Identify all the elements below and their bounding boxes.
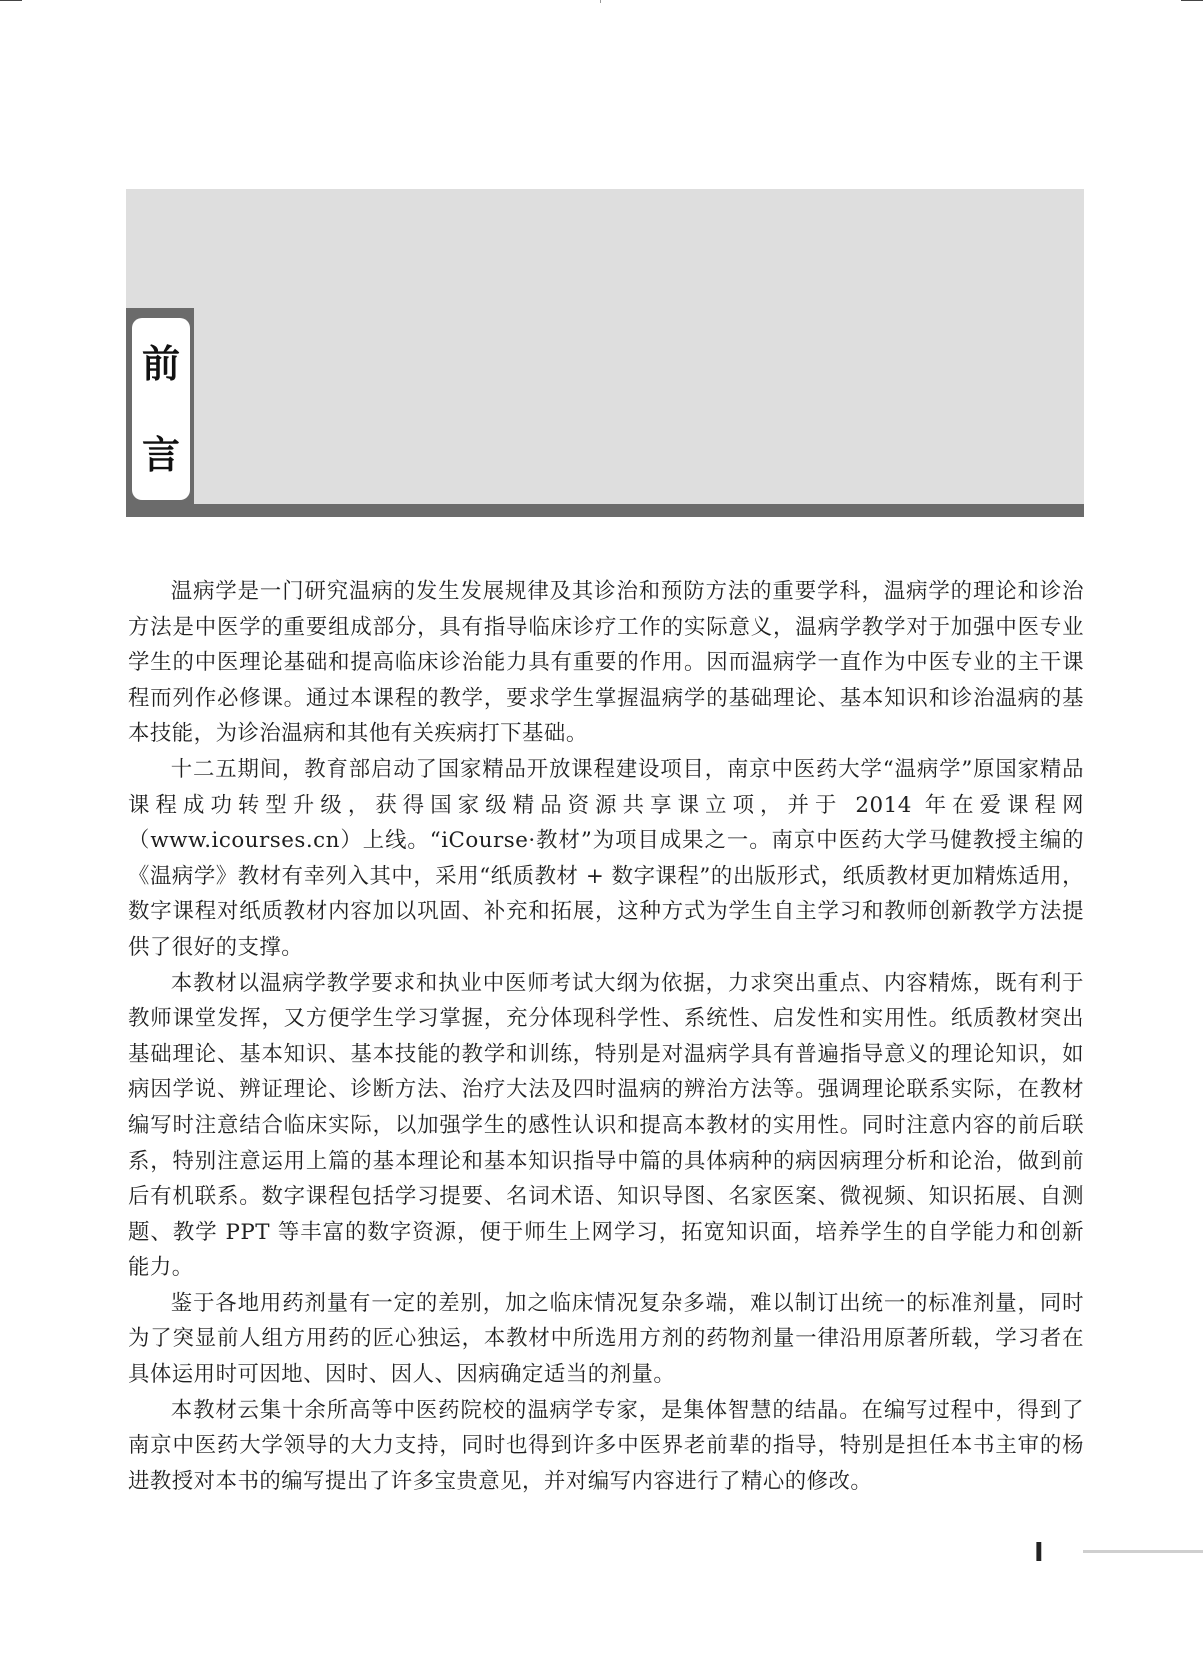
chapter-title <box>132 318 190 500</box>
paragraph-5: 本教材云集十余所高等中医药院校的温病学专家，是集体智慧的结晶。在编写过程中，得到了南京中医药大学领导的大力支持，同时也得到许多中医界老前辈的指导，特别是担任本书主审的杨进教授对本书的编写提出了许多宝贵意见，并对编写内容进行了精心的修改。 <box>128 1397 1084 1494</box>
crop-mark-left <box>0 0 22 1</box>
chapter-header-rule <box>126 504 1084 517</box>
preface-body <box>128 574 1084 1499</box>
paragraph-3: 本教材以温病学教学要求和执业中医师考试大纲为依据，力求突出重点、内容精炼，既有利于教师课堂发挥，又方便学生学习掌握，充分体现科学性、系统性、启发性和实用性。纸质教材突出基础理论、基本知识、基本技能的教学和训练，特别是对温病学具有普遍指导意义的理论知识，如病因学说、辨证理论、诊断方法、治疗大法及四时温病的辨治方法等。强调理论联系实际，在教材编写时注意结合临床实际，以加强学生的感性认识和提高本教材的实用性。同时注意内容的前后联系，特别注意运用上篇的基本理论和基本知识指导中篇的具体病种的病因病理分析和论治，做到前后有机联系。数字课程包括学习提要、名词术语、知识导图、名家医案、微视频、知识拓展、自测题、教学 PPT 等丰富的数字资源，便于师生上网学习，拓宽知识面，培养学生的自学能力和创新能力。 <box>128 970 1084 1281</box>
footer-rule <box>1083 1550 1203 1553</box>
paragraph-2: 十二五期间，教育部启动了国家精品开放课程建设项目，南京中医药大学“温病学”原国家精品课程成功转型升级，获得国家级精品资源共享课立项，并于 2014 年在爱课程网（www.icourses.cn）上线。“iCourse·教材”为项目成果之一。南京中医药大学马健教授主编的《温病学》教材有幸列入其中，采用“纸质教材 + 数字课程”的出版形式，纸质教材更加精炼适用，数字课程对纸质教材内容加以巩固、补充和拓展，这种方式为学生自主学习和教师创新教学方法提供了很好的支撑。 <box>128 756 1084 960</box>
chapter-title-char-2: 言 <box>141 432 180 477</box>
crop-mark-right <box>1181 0 1203 1</box>
paragraph-4: 鉴于各地用药剂量有一定的差别，加之临床情况复杂多端，难以制订出统一的标准剂量，同时为了突显前人组方用药的匠心独运，本教材中所选用方剂的药物剂量一律沿用原著所载，学习者在具体运用时可因地、因时、因人、因病确定适当的剂量。 <box>128 1290 1084 1388</box>
chapter-title-char-1: 前 <box>141 341 180 386</box>
paragraph-1: 温病学是一门研究温病的发生发展规律及其诊治和预防方法的重要学科，温病学的理论和诊治方法是中医学的重要组成部分，具有指导临床诊疗工作的实际意义，温病学教学对于加强中医专业学生的中医理论基础和提高临床诊治能力具有重要的作用。因而温病学一直作为中医专业的主干课程而列作必修课。通过本课程的教学，要求学生掌握温病学的基础理论、基本知识和诊治温病的基本技能，为诊治温病和其他有关疾病打下基础。 <box>128 579 1084 747</box>
chapter-header-band <box>126 189 1084 517</box>
page-number: Ⅰ <box>1034 1538 1044 1568</box>
center-tick <box>600 0 601 3</box>
